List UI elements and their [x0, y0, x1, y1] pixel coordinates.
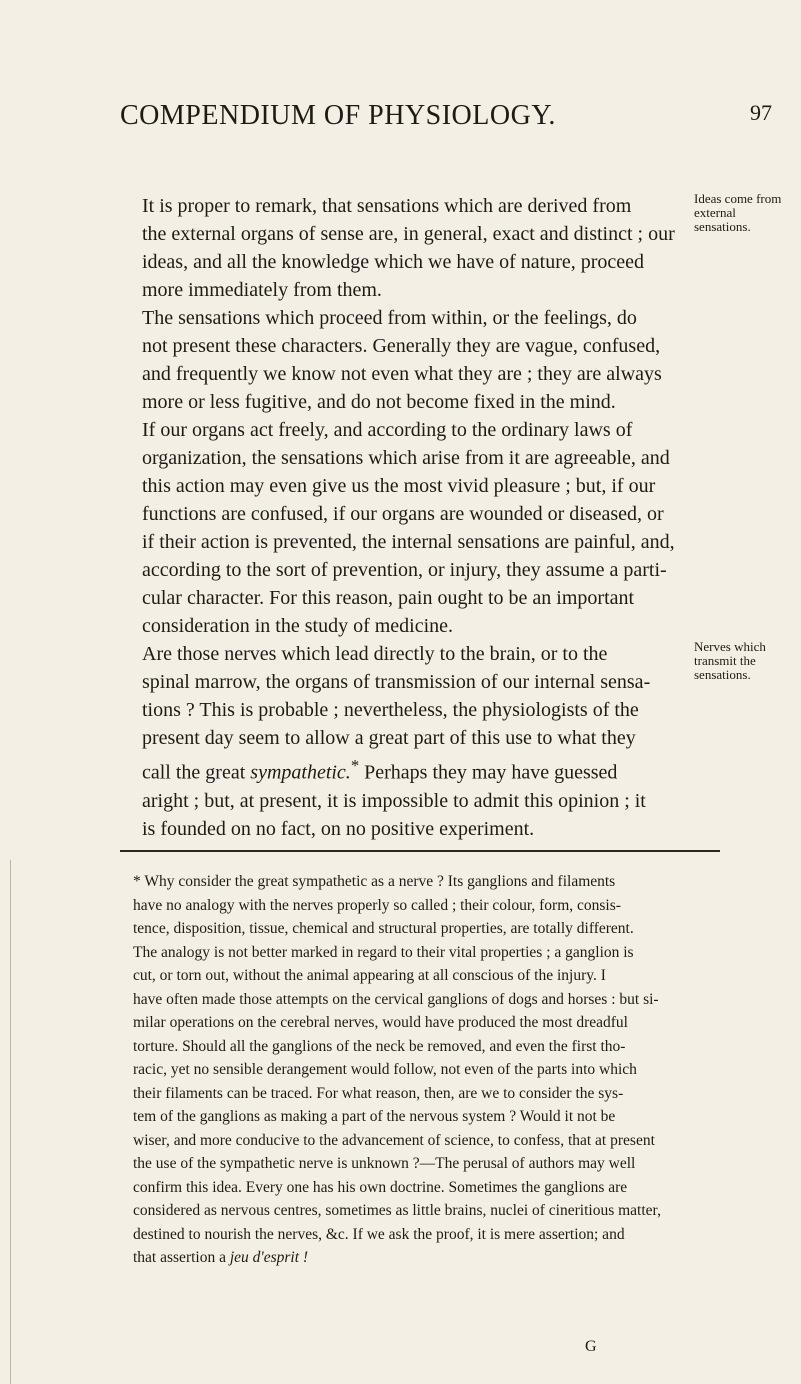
main-text [120, 192, 686, 843]
text-line: not present these characters. Generally they are vague, confused, [142, 335, 661, 357]
footnote [133, 870, 727, 1270]
text-line: organization, the sensations which arise from it are agreeable, and [142, 447, 670, 469]
text-line: tions ? This is probable ; nevertheless, the physiologists of the [142, 699, 639, 721]
text-line: If our organs act freely, and according to the ordinary laws of [142, 419, 633, 441]
text-line: if their action is prevented, the internal sensations are painful, and, [142, 531, 675, 553]
footnote-line: racic, yet no sensible derangement would follow, not even of the parts into which [133, 1061, 637, 1078]
page-number: 97 [750, 100, 772, 125]
text-line: ideas, and all the knowledge which we have of nature, proceed [142, 251, 645, 273]
footnote-line: milar operations on the cerebral nerves, would have produced the most dreadful [133, 1014, 628, 1031]
running-head: COMPENDIUM OF PHYSIOLOGY. [120, 100, 556, 131]
footnote-line: cut, or torn out, without the animal appearing at all conscious of the injury. I [133, 967, 606, 984]
text-line: more immediately from them. [142, 279, 382, 301]
text-line-part: call the great [142, 761, 251, 784]
text-line: aright ; but, at present, it is impossible to admit this opinion ; it [142, 789, 646, 812]
paragraph-4 [120, 640, 686, 843]
footnote-line [133, 1246, 727, 1270]
text-line: present day seem to allow a great part of this use to what they [142, 727, 636, 749]
binding-edge [0, 860, 11, 1384]
footnote-line: torture. Should all the ganglions of the neck be removed, and even the first tho- [133, 1037, 626, 1055]
footnote-line: confirm this idea. Every one has his own doctrine. Sometimes the ganglions are [133, 1178, 628, 1196]
footnote-line: tence, disposition, tissue, chemical and structural properties, are totally different. [133, 920, 634, 937]
signature-mark: G [585, 1338, 597, 1355]
text-line: cular character. For this reason, pain ought to be an important [142, 587, 635, 609]
text-line: more or less fugitive, and do not become fixed in the mind. [142, 391, 616, 413]
paragraph-2 [120, 304, 686, 416]
text-line: Are those nerves which lead directly to the brain, or to the [142, 643, 608, 665]
emphasis-sympathetic: sympathetic. [250, 761, 351, 784]
footnote-line: The analogy is not better marked in regard to their vital properties ; a ganglion is [133, 943, 634, 961]
text-line: and frequently we know not even what they are ; they are always [142, 363, 662, 385]
text-line: according to the sort of prevention, or injury, they assume a parti- [142, 559, 667, 581]
footnote-line: their filaments can be traced. For what reason, then, are we to consider the sys- [133, 1084, 624, 1102]
text-line: consideration in the study of medicine. [142, 615, 454, 637]
text-line: is founded on no fact, on no positive experiment. [142, 817, 535, 840]
footnote-line: wiser, and more conducive to the advancement of science, to confess, that at present [133, 1131, 655, 1149]
footnote-line: have no analogy with the nerves properly so called ; their colour, form, consis- [133, 896, 621, 914]
text-line: this action may even give us the most vivid pleasure ; but, if our [142, 475, 656, 497]
footnote-line: the use of the sympathetic nerve is unknown ?—The perusal of authors may well [133, 1155, 636, 1172]
footnote-line: destined to nourish the nerves, &c. If we ask the proof, it is mere assertion; and [133, 1225, 625, 1243]
footnote-line: have often made those attempts on the cervical ganglions of dogs and horses : but si- [133, 990, 659, 1008]
paragraph-3 [120, 416, 686, 640]
text-line: spinal marrow, the organs of transmission of our internal sensa- [142, 671, 651, 693]
paragraph-1 [120, 192, 686, 304]
text-line: The sensations which proceed from within, or the feelings, do [142, 307, 637, 329]
text-line: It is proper to remark, that sensations which are derived from [142, 195, 632, 217]
footnote-line: tem of the ganglions as making a part of the nervous system ? Would it not be [133, 1108, 616, 1125]
text-line: functions are confused, if our organs are wounded or diseased, or [142, 503, 664, 525]
side-note-ideas: Ideas come from external sensations. [694, 191, 782, 234]
side-note-nerves: Nerves which transmit the sensations. [694, 639, 766, 682]
footnote-divider [120, 850, 720, 852]
emphasis-jeu-desprit: jeu d'esprit ! [229, 1249, 309, 1266]
footnote-line-part: that assertion a [133, 1249, 230, 1266]
footnote-marker: * [350, 756, 360, 775]
footnote-line: considered as nervous centres, sometimes as little brains, nuclei of cineritious matter, [133, 1202, 661, 1219]
text-line: the external organs of sense are, in general, exact and distinct ; our [142, 223, 675, 245]
footnote-line: * Why consider the great sympathetic as a nerve ? Its ganglions and filaments [133, 873, 616, 890]
text-line-part: Perhaps they may have guessed [359, 761, 618, 784]
text-line [120, 752, 686, 787]
